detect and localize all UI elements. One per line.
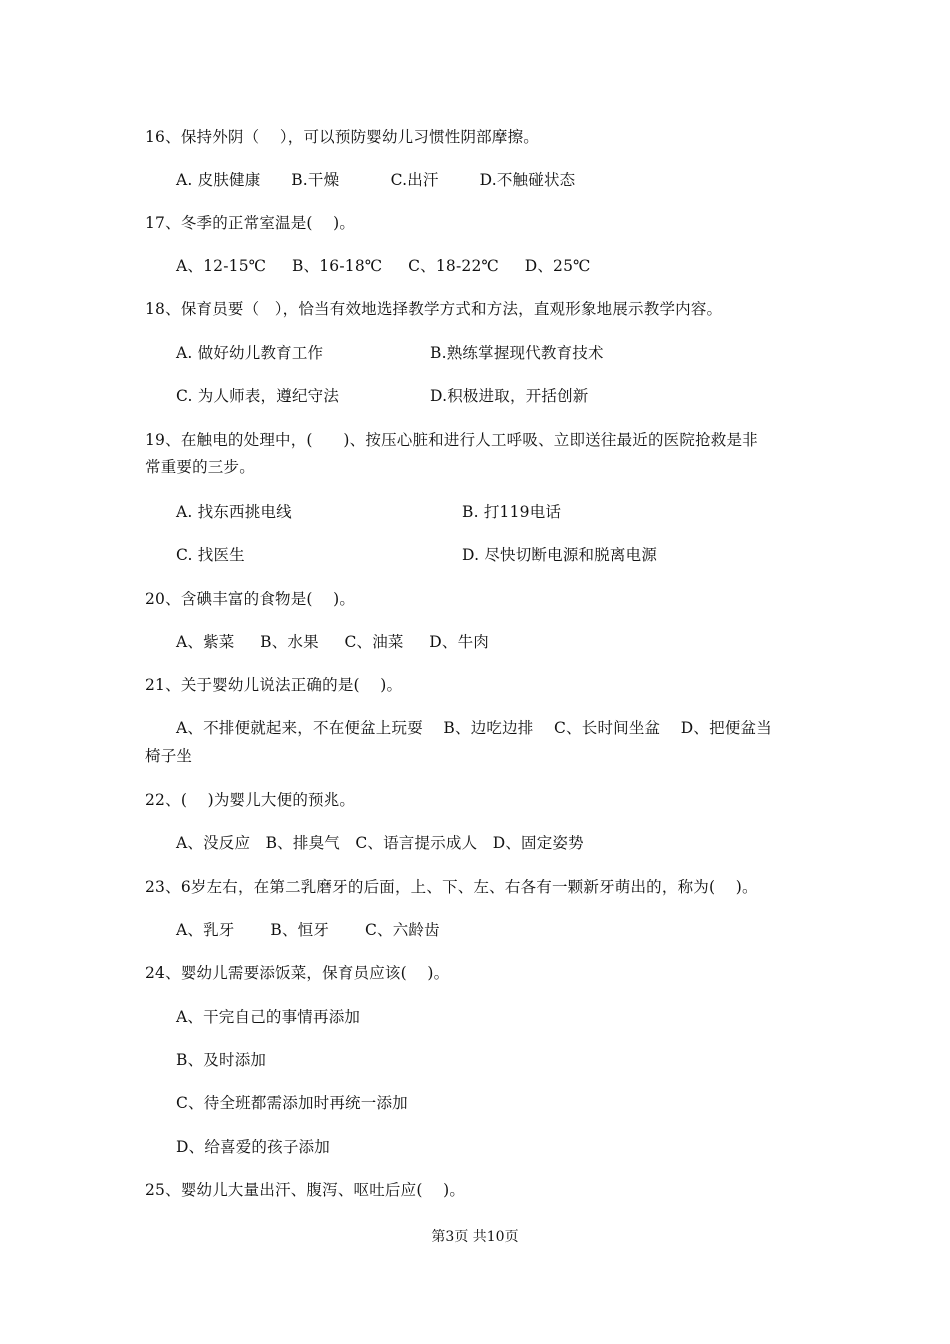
- question-24-stem: 24、婴幼儿需要添饭菜，保育员应该( )。: [145, 964, 450, 982]
- question-18-option-c: C. 为人师表，遵纪守法: [176, 387, 340, 405]
- question-21-options-continued: 椅子坐: [145, 747, 193, 765]
- question-23-options: A、乳牙 B、恒牙 C、六龄齿: [176, 921, 440, 939]
- question-17-stem: 17、冬季的正常室温是( )。: [145, 214, 356, 232]
- question-19-option-a: A. 找东西挑电线: [176, 503, 292, 521]
- question-21-stem: 21、关于婴幼儿说法正确的是( )。: [145, 676, 403, 694]
- question-24-option-b: B、及时添加: [176, 1051, 267, 1069]
- question-17-options: A、12-15℃ B、16-18℃ C、18-22℃ D、25℃: [176, 257, 591, 275]
- question-24-option-a: A、干完自己的事情再添加: [176, 1008, 361, 1026]
- question-19-option-d: D. 尽快切断电源和脱离电源: [462, 546, 658, 564]
- question-18-option-a: A. 做好幼儿教育工作: [176, 344, 324, 362]
- question-21-options: A、不排便就起来，不在便盆上玩耍 B、边吃边排 C、长时间坐盆 D、把便盆当: [176, 719, 772, 737]
- question-20-stem: 20、含碘丰富的食物是( )。: [145, 590, 356, 608]
- question-23-stem: 23、6岁左右，在第二乳磨牙的后面，上、下、左、右各有一颗新牙萌出的，称为( )。: [145, 878, 758, 896]
- question-19-stem-continued: 常重要的三步。: [145, 458, 255, 476]
- question-18-option-b: B.熟练掌握现代教育技术: [430, 344, 604, 362]
- question-16-options: A. 皮肤健康 B.干燥 C.出汗 D.不触碰状态: [176, 171, 576, 189]
- page-footer: 第3页 共10页: [431, 1229, 519, 1245]
- question-25-stem: 25、婴幼儿大量出汗、腹泻、呕吐后应( )。: [145, 1181, 466, 1199]
- question-22-options: A、没反应 B、排臭气 C、语言提示成人 D、固定姿势: [176, 834, 584, 852]
- question-22-stem: 22、( )为婴儿大便的预兆。: [145, 791, 356, 809]
- question-19-stem: 19、在触电的处理中，( )、按压心脏和进行人工呼吸、立即送往最近的医院抢救是非: [145, 431, 758, 449]
- question-16-stem: 16、保持外阴（ ），可以预防婴幼儿习惯性阴部摩擦。: [145, 128, 539, 146]
- question-18-stem: 18、保育员要（ ），恰当有效地选择教学方式和方法，直观形象地展示教学内容。: [145, 300, 723, 318]
- question-19-option-c: C. 找医生: [176, 546, 245, 564]
- question-19-option-b: B. 打119电话: [462, 503, 562, 521]
- question-18-option-d: D.积极进取，开括创新: [430, 387, 589, 405]
- question-20-options: A、紫菜 B、水果 C、油菜 D、牛肉: [176, 633, 489, 651]
- question-24-option-c: C、待全班都需添加时再统一添加: [176, 1094, 408, 1112]
- question-24-option-d: D、给喜爱的孩子添加: [176, 1138, 330, 1156]
